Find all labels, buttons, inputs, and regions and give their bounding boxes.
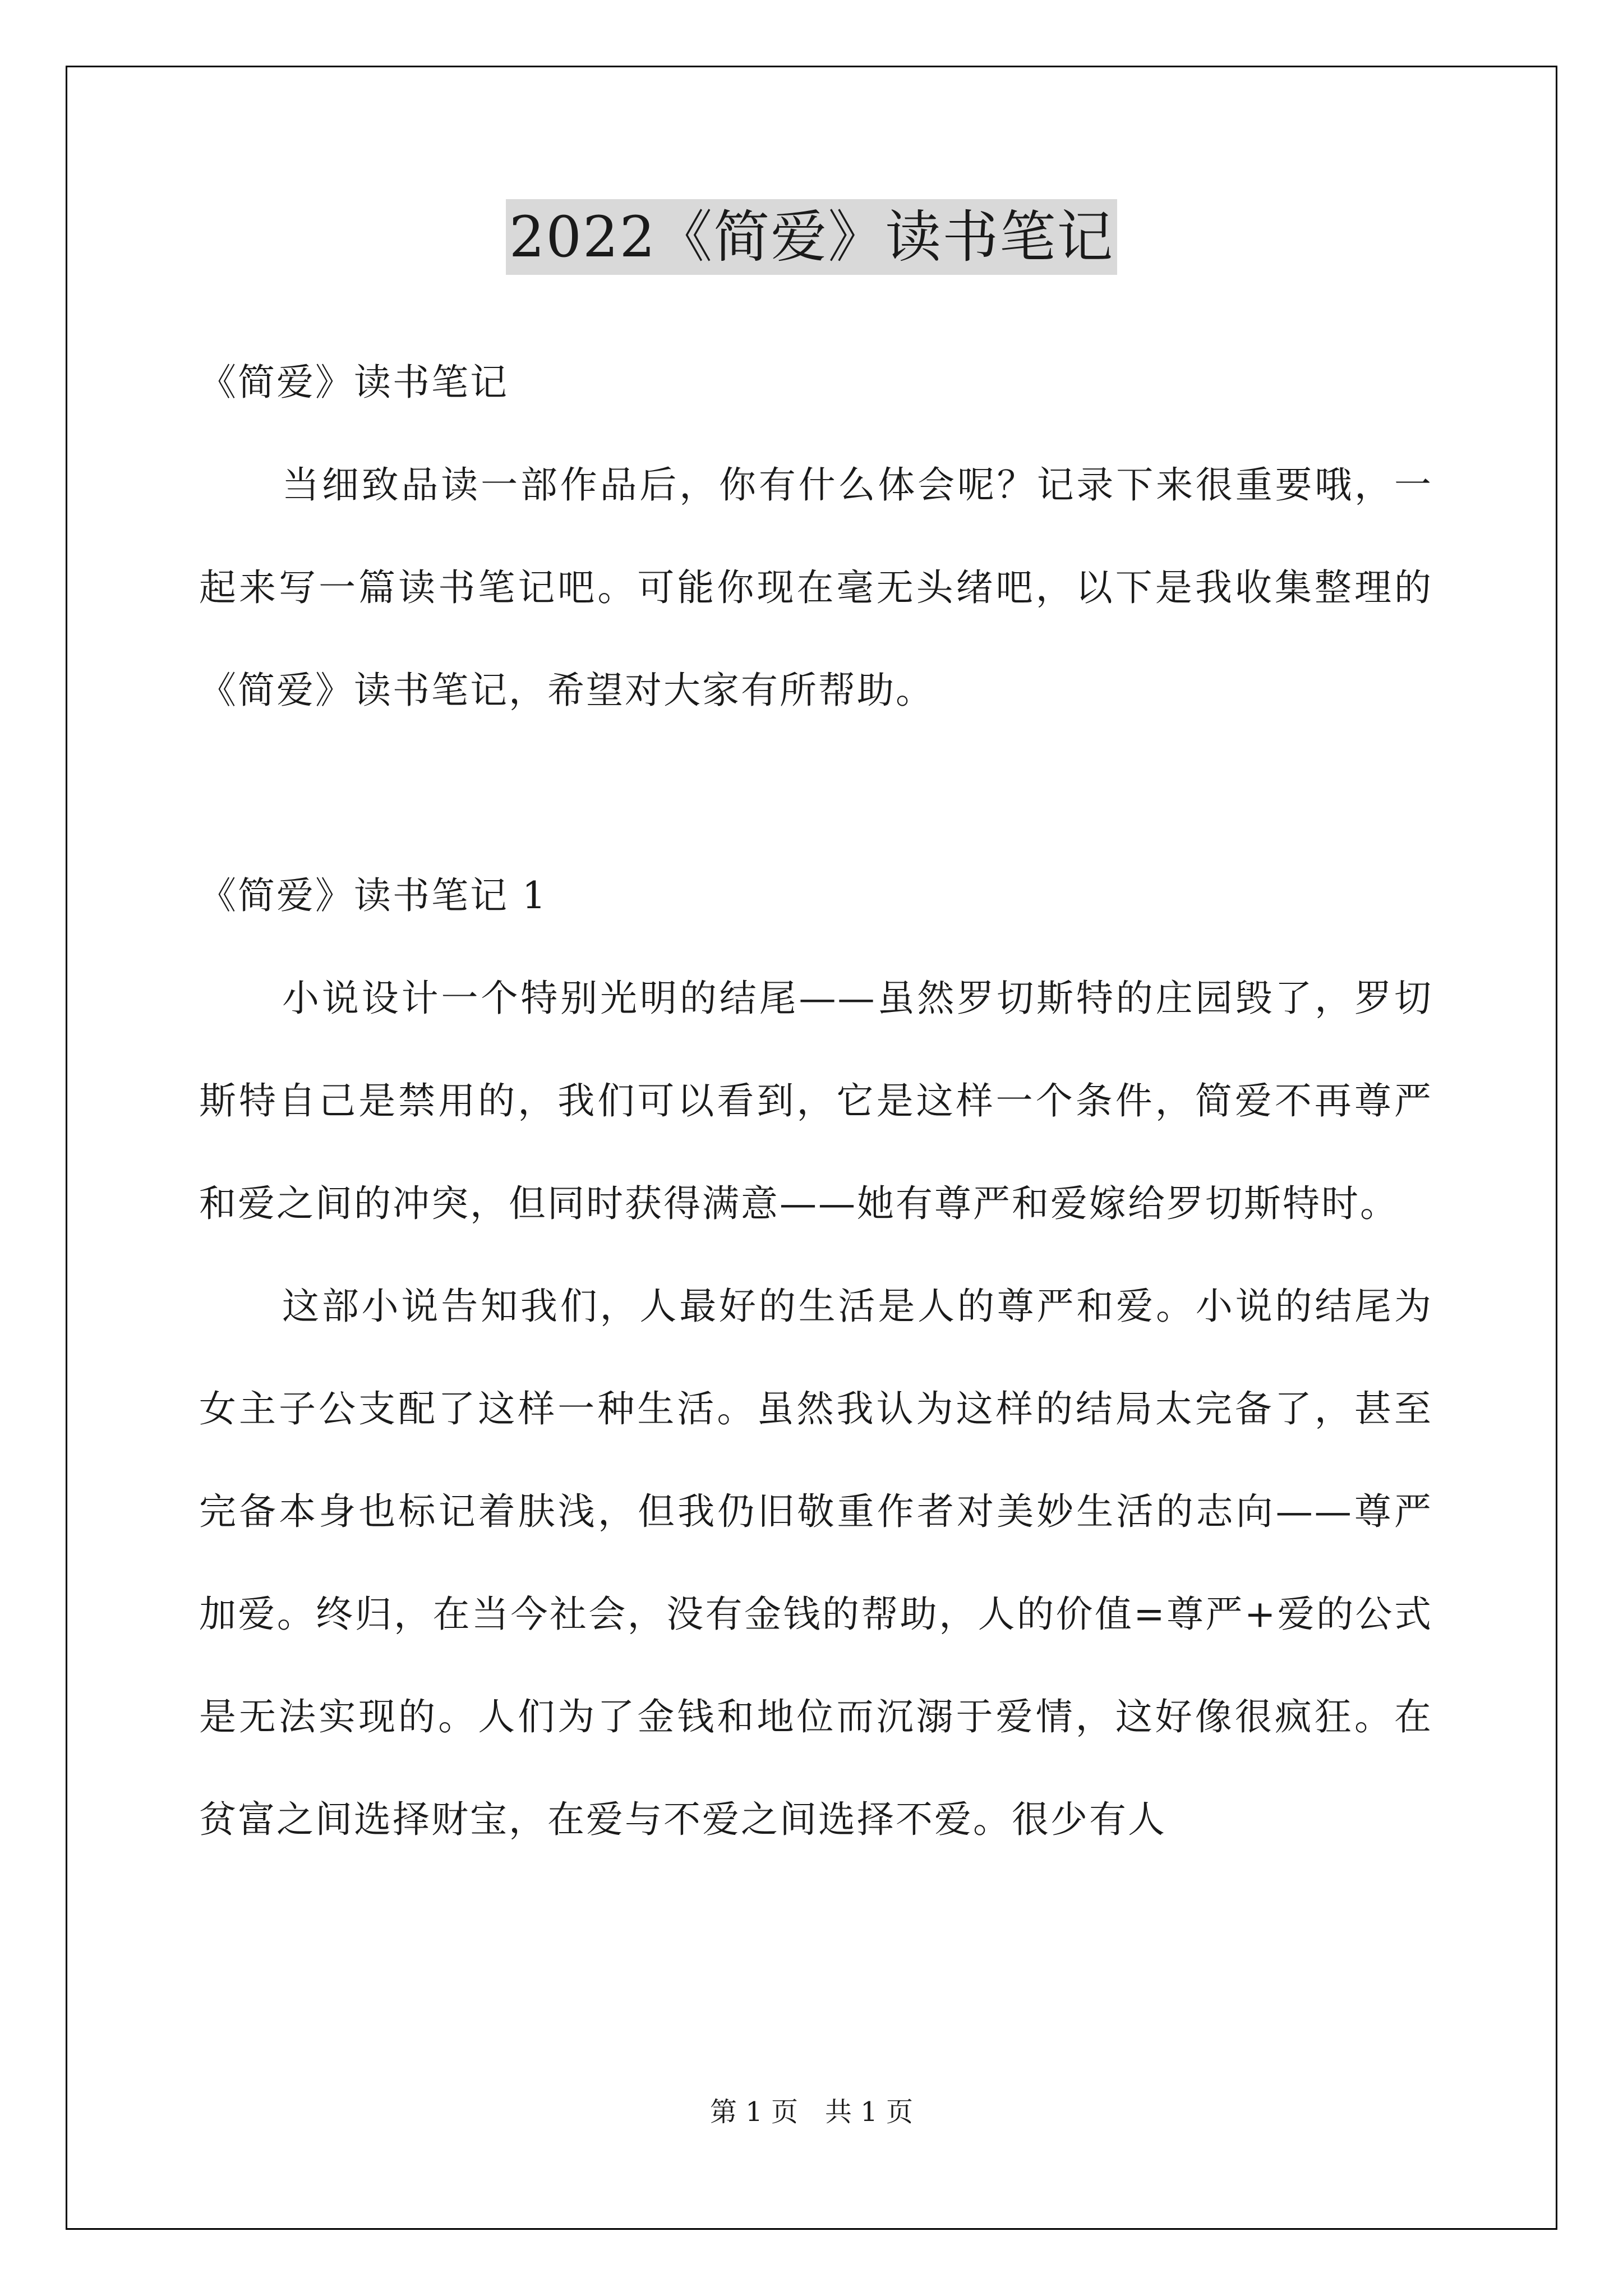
page-footer: 第 1 页 共 1 页: [709, 2096, 914, 2128]
document-body: [199, 331, 1433, 1871]
section-heading: 《简爱》读书笔记 1: [199, 874, 547, 917]
document-title[interactable]: 2022《简爱》读书笔记: [506, 199, 1118, 275]
body-paragraph: 这部小说告知我们，人最好的生活是人的尊严和爱。小说的结尾为女主子公支配了这样一种生活。虽然我认为这样的结局太完备了，甚至完备本身也标记着肤浅，但我仍旧敬重作者对美妙生活的志向——尊严加爱。终归，在当今社会，没有金钱的帮助，人的价值=尊严+爱的公式是无法实现的。人们为了金钱和地位而沉溺于爱情，这好像很疯狂。在贫富之间选择财宝，在爱与不爱之间选择不爱。很少有人: [199, 1285, 1433, 1841]
section-heading: 《简爱》读书笔记: [199, 361, 509, 404]
title-container: [0, 199, 1623, 275]
body-paragraph: 小说设计一个特别光明的结尾——虽然罗切斯特的庄园毁了，罗切斯特自己是禁用的，我们可以看到，它是这样一个条件，简爱不再尊严和爱之间的冲突，但同时获得满意——她有尊严和爱嫁给罗切斯特时。: [199, 977, 1433, 1225]
section-spacer: [199, 742, 1433, 844]
intro-paragraph: 当细致品读一部作品后，你有什么体会呢？记录下来很重要哦，一起来写一篇读书笔记吧。可能你现在毫无头绪吧，以下是我收集整理的《简爱》读书笔记，希望对大家有所帮助。: [199, 463, 1433, 712]
